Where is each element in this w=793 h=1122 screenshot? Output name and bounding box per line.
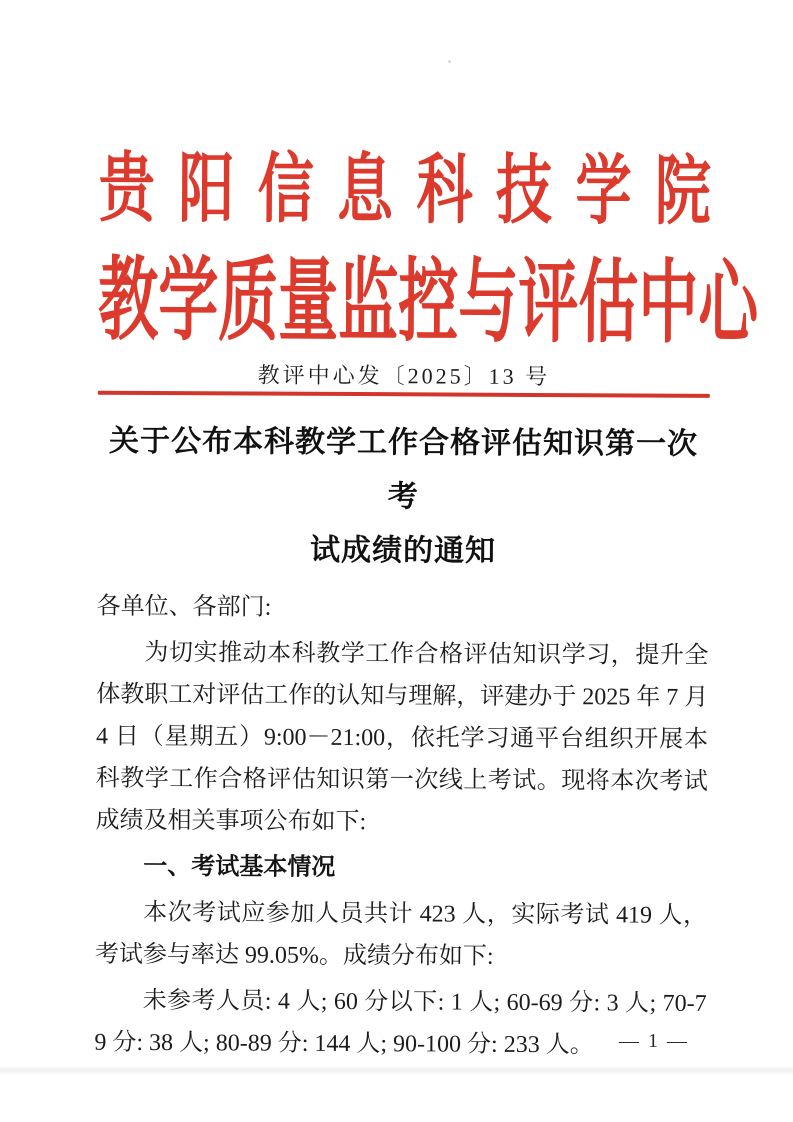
scan-artifact-speck [448, 60, 451, 63]
paragraph-score-distribution: 未参考人员: 4 人; 60 分以下: 1 人; 60-69 分: 3 人; 70-79 分: 38 人; 80-89 分: 144 人; 90-100 分: 233 人。 [94, 987, 707, 1059]
salutation: 各单位、各部门: [96, 593, 272, 621]
paragraph-participation-stats: 本次考试应参加人员共计 423 人，实际考试 419 人，考试参与率达 99.05%。成绩分布如下: [94, 899, 708, 970]
document-number: 教评中心发〔2025〕13 号 [257, 362, 551, 390]
notice-title [97, 415, 710, 580]
notice-title-line-1: 关于公布本科教学工作合格评估知识第一次考 [108, 424, 699, 514]
document-content [94, 147, 759, 1067]
scan-edge-band [0, 1067, 793, 1074]
paragraph-exam-intro: 为切实推动本科教学工作合格评估知识学习，提升全体教职工对评估工作的认知与理解，评建办于 2025 年 7 月 4 日（星期五）9:00－21:00，依托学习通平台组织开展本科教学工作合格评估知识第一次线上考试。现将本次考试成绩及相关事项公布如下: [95, 639, 709, 836]
org-name-line-1: 贵阳信息科技学院 [98, 147, 712, 236]
org-name-line-2: 教学质量监控与评估中心 [98, 250, 759, 355]
notice-title-line-2: 试成绩的通知 [309, 533, 497, 568]
section-heading-exam-overview: 一、考试基本情况 [143, 852, 336, 881]
page-number: — 1 — [619, 1030, 689, 1052]
